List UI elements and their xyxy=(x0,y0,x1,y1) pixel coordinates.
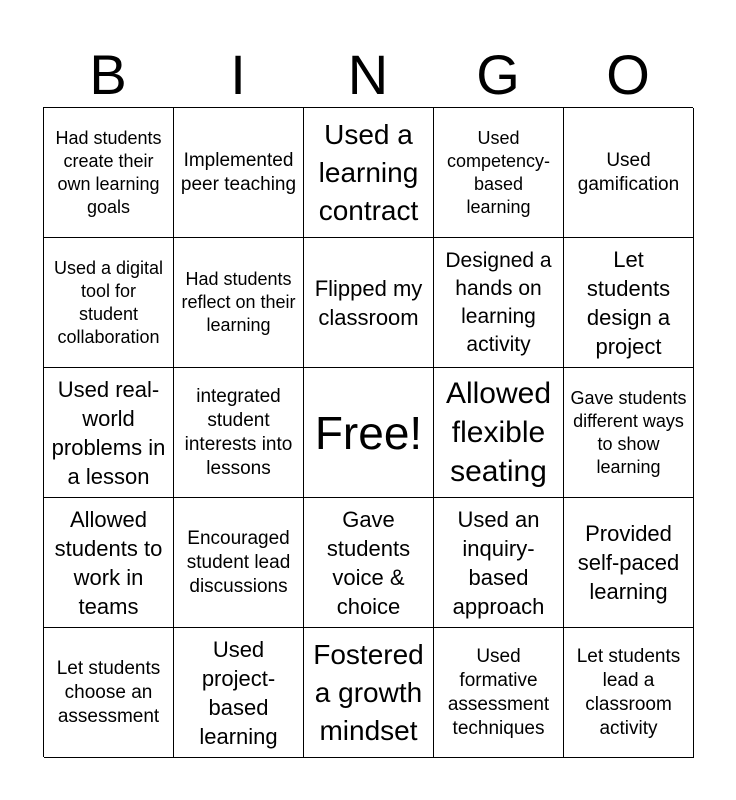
cell-text: Used a digital tool for student collaboration xyxy=(53,257,164,347)
header-letter-n: N xyxy=(347,43,389,106)
cell-text: Flipped my classroom xyxy=(314,275,423,330)
cell-text: Used competency-based learning xyxy=(446,127,551,217)
bingo-cell[interactable] xyxy=(564,108,694,238)
cell-text: Used real-world problems in a lesson xyxy=(51,376,166,489)
cell-text: Let students choose an assessment xyxy=(56,657,161,727)
cell-text: Fostered a growth mindset xyxy=(313,638,424,746)
header-letter-i: I xyxy=(230,43,246,106)
cell-text: Designed a hands on learning activity xyxy=(445,248,552,356)
cell-text: Used formative assessment techniques xyxy=(447,645,550,739)
cell-text: Gave students voice & choice xyxy=(326,506,411,619)
header-letter-o: O xyxy=(606,43,650,106)
cell-text: Used project-based learning xyxy=(199,636,278,749)
bingo-header xyxy=(43,44,693,106)
bingo-cell[interactable] xyxy=(174,498,304,628)
free-space[interactable] xyxy=(304,368,434,498)
cell-text: Allowed students to work in teams xyxy=(54,506,163,619)
bingo-cell[interactable] xyxy=(564,628,694,758)
bingo-cell[interactable] xyxy=(174,238,304,368)
cell-text: Used an inquiry-based approach xyxy=(452,506,545,619)
cell-text: Used a learning contract xyxy=(318,118,419,226)
bingo-board xyxy=(43,107,693,757)
cell-text: Used gamification xyxy=(577,149,680,195)
cell-text: Allowed flexible seating xyxy=(445,377,552,488)
cell-text: Had students create their own learning goals xyxy=(55,127,162,217)
bingo-cell[interactable] xyxy=(434,238,564,368)
cell-text: Let students lead a classroom activity xyxy=(576,645,681,739)
bingo-cell[interactable] xyxy=(44,108,174,238)
cell-text: integrated student interests into lessons xyxy=(184,385,293,479)
bingo-cell[interactable] xyxy=(304,628,434,758)
cell-text: Encouraged student lead discussions xyxy=(186,527,291,597)
bingo-cell[interactable] xyxy=(174,628,304,758)
bingo-cell[interactable] xyxy=(434,368,564,498)
header-letter-g: G xyxy=(476,43,520,106)
bingo-cell[interactable] xyxy=(564,498,694,628)
bingo-cell[interactable] xyxy=(434,498,564,628)
bingo-cell[interactable] xyxy=(304,238,434,368)
bingo-cell[interactable] xyxy=(174,108,304,238)
bingo-cell[interactable] xyxy=(44,628,174,758)
bingo-cell[interactable] xyxy=(564,238,694,368)
header-letter-b: B xyxy=(89,43,127,106)
bingo-cell[interactable] xyxy=(564,368,694,498)
free-space-label: Free! xyxy=(314,406,423,459)
bingo-cell[interactable] xyxy=(434,108,564,238)
bingo-cell[interactable] xyxy=(44,238,174,368)
cell-text: Provided self-paced learning xyxy=(577,521,680,604)
cell-text: Let students design a project xyxy=(586,246,671,359)
cell-text: Implemented peer teaching xyxy=(180,149,297,195)
cell-text: Gave students different ways to show learning xyxy=(570,387,687,477)
bingo-cell[interactable] xyxy=(304,108,434,238)
bingo-cell[interactable] xyxy=(434,628,564,758)
bingo-cell[interactable] xyxy=(304,498,434,628)
bingo-cell[interactable] xyxy=(174,368,304,498)
cell-text: Had students reflect on their learning xyxy=(181,269,296,335)
bingo-cell[interactable] xyxy=(44,498,174,628)
bingo-cell[interactable] xyxy=(44,368,174,498)
